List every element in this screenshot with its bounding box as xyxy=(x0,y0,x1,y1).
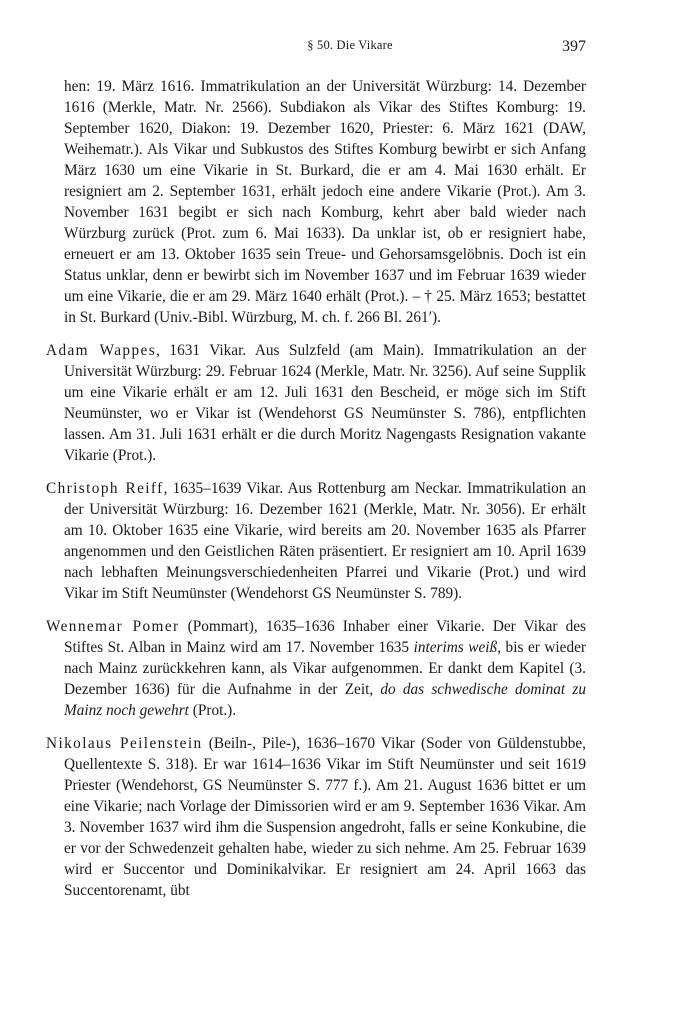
entry-name: Christoph Reiff xyxy=(46,480,164,497)
entry-name: Wennemar Pomer xyxy=(46,618,180,635)
entry-text: (Beiln-, Pile-), 1636–1670 Vikar (Soder von Güldenstubbe, Quellentexte S. 318). Er war 1614–1636 Vikar im Stift Neumünster und seit 1619 Priester (Wendehorst, GS Neumünster S. 777 f.). Am 21. August 1636 bittet er um eine Vikarie; nach Vorlage der Dimissorien wird er am 9. September 1636 Vikar. Am 3. November 1637 wird ihm die Suspension angedroht, falls er seine Konkubine, die er vor der Schwedenzeit gehalten habe, wieder zu sich nehme. Am 25. Februar 1639 wird er Succentor und Dominikalvikar. Er resigniert am 24. April 1663 das Succentorenamt, übt xyxy=(64,735,586,899)
entry-text: , 1631 Vikar. Aus Sulzfeld (am Main). Immatrikulation an der Universität Würzburg: 29. Februar 1624 (Merkle, Matr. Nr. 3256). Auf seine Supplik um eine Vikarie erhält er am 12. Juli 1631 den Bescheid, er möge sich im Stift Neumünster, wo er Vikar ist (Wendehorst GS Neumünster S. 786), entpflichten lassen. Am 31. Juli 1631 erhält er die durch Moritz Nagengasts Resignation vakante Vikarie (Prot.). xyxy=(64,342,586,464)
entry-adam-wappes xyxy=(46,340,586,466)
entry-name: Adam Wappes xyxy=(46,342,157,359)
quotation-italic: interims weiß xyxy=(413,639,498,656)
running-title: § 50. Die Vikare xyxy=(307,38,393,52)
entry-text: hen: 19. März 1616. Immatrikulation an der Universität Würzburg: 14. Dezember 1616 (Merkle, Matr. Nr. 2566). Subdiakon als Vikar des Stiftes Komburg: 19. September 1620, Diakon: 19. Dezember 1620, Priester: 6. März 1621 (DAW, Weihematr.). Als Vikar und Subkustos des Stiftes Komburg bewirbt er sich Anfang März 1630 um eine Vikarie in St. Burkard, die er am 4. Mai 1630 erhält. Er resigniert am 2. September 1631, erhält jedoch eine andere Vikarie (Prot.). Am 3. November 1631 begibt er sich nach Komburg, kehrt aber bald wieder nach Würzburg zurück (Prot. zum 6. Mai 1633). Da unklar ist, ob er resigniert habe, erneuert er am 13. Oktober 1635 sein Treue- und Gehorsamsgelöbnis. Doch ist ein Status unklar, denn er bewirbt sich im November 1637 und im Februar 1639 wieder um eine Vikarie, die er am 29. März 1640 erhält (Prot.). – † 25. März 1653; bestattet in St. Burkard (Univ.-Bibl. Würzburg, M. ch. f. 266 Bl. 261′). xyxy=(64,78,586,326)
page-body xyxy=(46,76,586,901)
entry-text: (Prot.). xyxy=(188,702,237,719)
entry-text: , bis er wieder nach Mainz zurückkehren kann, als Vikar aufgenommen. Er dankt dem Kapitel (3. Dezember 1636) für die Aufnahme in der Zeit, xyxy=(64,639,586,698)
entry-christoph-reiff xyxy=(46,478,586,604)
entry-name: Nikolaus Peilenstein xyxy=(46,735,203,752)
entry-continuation xyxy=(46,76,586,328)
entry-nikolaus-peilenstein xyxy=(46,733,586,901)
entry-text: , 1635–1639 Vikar. Aus Rottenburg am Neckar. Immatrikulation an der Universität Würzburg: 16. Dezember 1621 (Merkle, Matr. Nr. 3056). Er erhält am 10. Oktober 1635 eine Vikarie, wird bereits am 20. November 1635 als Pfarrer angenommen und den Geistlichen Räten präsentiert. Er resigniert am 10. April 1639 nach lebhaften Meinungsverschiedenheiten Pfarrei und Vikarie (Prot.) und wird Vikar im Stift Neumünster (Wendehorst GS Neumünster S. 789). xyxy=(64,480,586,602)
entry-text: (Pommart), 1635–1636 Inhaber einer Vikarie. Der Vikar des Stiftes St. Alban in Mainz wird am 17. November 1635 xyxy=(64,618,587,656)
quotation-italic: do das schwedische dominat zu Mainz noch gewehrt xyxy=(64,681,586,719)
page-number: 397 xyxy=(562,38,586,55)
entry-wennemar-pomer xyxy=(46,616,586,721)
